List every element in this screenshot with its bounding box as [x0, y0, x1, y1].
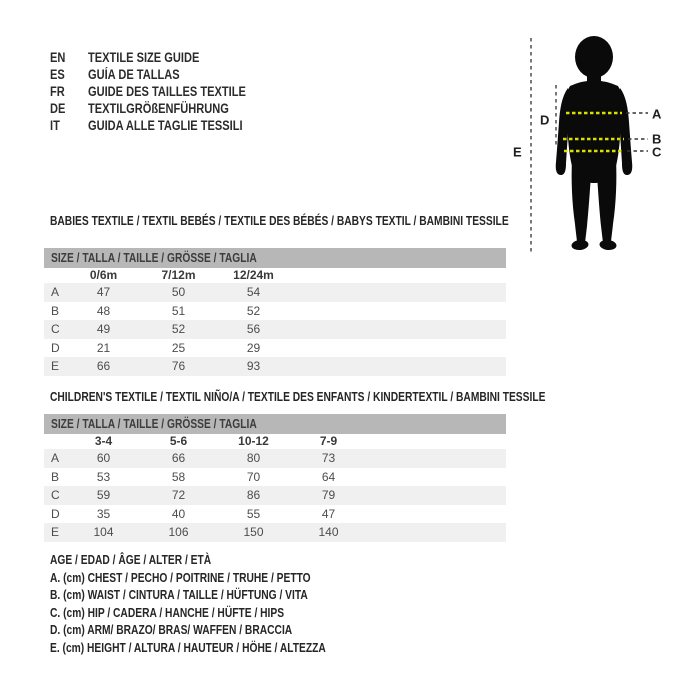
- babies-table-age-row: [44, 268, 506, 283]
- language-code: DE: [50, 101, 66, 116]
- age-column-header: 3-4: [94, 434, 113, 448]
- language-title: GUIDE DES TAILLES TEXTILE: [88, 84, 246, 99]
- babies-table-size-header: [44, 248, 506, 268]
- measure-value: 86: [246, 488, 261, 503]
- measure-value: 59: [96, 488, 111, 503]
- language-title: GUIDA ALLE TAGLIE TESSILI: [88, 118, 243, 133]
- children-table-size-header: [44, 414, 506, 434]
- legend-item-text: C. (cm) HIP / CADERA / HANCHE / HÜFTE / HIPS: [50, 605, 285, 620]
- babies-table: [44, 248, 506, 376]
- measurement-legend: [50, 552, 386, 658]
- measure-value: 25: [171, 340, 186, 355]
- legend-item-text: E. (cm) HEIGHT / ALTURA / HAUTEUR / HÖHE / ALTEZZA: [50, 640, 326, 655]
- measure-row-label: C: [51, 322, 60, 337]
- children-section-title-text: CHILDREN'S TEXTILE / TEXTIL NIÑO/A / TEXTILE DES ENFANTS / KINDERTEXTIL / BAMBINI TESSILE: [50, 390, 546, 404]
- measure-value: 70: [246, 469, 261, 484]
- table-row: [44, 505, 506, 524]
- language-row-de: [50, 100, 281, 117]
- measure-value: 106: [168, 525, 189, 540]
- age-column-header: 7-9: [319, 434, 338, 448]
- measure-value: 104: [93, 525, 114, 540]
- left-foot-shape: [571, 239, 589, 251]
- measure-value: 51: [171, 303, 186, 318]
- measure-value: 40: [171, 506, 186, 521]
- measure-value: 52: [246, 303, 261, 318]
- legend-item-text: B. (cm) WAIST / CINTURA / TAILLE / HÜFTUNG / VITA: [50, 588, 308, 603]
- language-title: TEXTILE SIZE GUIDE: [88, 50, 200, 65]
- measure-row-label: B: [51, 469, 60, 484]
- measure-row-label: B: [51, 303, 60, 318]
- legend-age-line: [50, 552, 386, 570]
- measure-value: 54: [246, 285, 261, 299]
- language-code: EN: [50, 50, 66, 65]
- babies-section-title-text: BABIES TEXTILE / TEXTIL BEBÉS / TEXTILE DES BÉBÉS / BABYS TEXTIL / BAMBINI TESSILE: [50, 214, 509, 228]
- figure-label-e: E: [513, 144, 522, 160]
- age-column-header: 0/6m: [89, 268, 118, 282]
- language-code: ES: [50, 67, 65, 82]
- measure-value: 93: [246, 359, 261, 374]
- figure-label-a: A: [652, 106, 662, 122]
- age-column-header: 12/24m: [233, 268, 274, 282]
- language-row-it: [50, 117, 281, 134]
- measure-value: 29: [246, 340, 261, 355]
- children-table-size-header-text: SIZE / TALLA / TAILLE / GRÖSSE / TAGLIA: [51, 417, 257, 431]
- language-title: GUÍA DE TALLAS: [88, 67, 180, 82]
- legend-item-chest: [50, 570, 386, 588]
- language-code: IT: [50, 118, 60, 133]
- measure-value: 50: [171, 285, 186, 299]
- measure-value: 79: [321, 488, 336, 503]
- legend-item-height: [50, 640, 386, 658]
- language-row-es: [50, 66, 281, 83]
- legend-item-text: A. (cm) CHEST / PECHO / POITRINE / TRUHE / PETTO: [50, 570, 311, 585]
- right-foot-shape: [599, 239, 617, 251]
- age-column-header: 5-6: [169, 434, 188, 448]
- table-row: [44, 357, 506, 376]
- measure-value: 76: [171, 359, 186, 374]
- table-row: [44, 468, 506, 487]
- measure-value: 35: [96, 506, 111, 521]
- measure-value: 80: [246, 451, 261, 465]
- language-row-en: [50, 49, 281, 66]
- measure-value: 49: [96, 322, 111, 337]
- figure-label-c: C: [652, 144, 662, 160]
- legend-age-text: AGE / EDAD / ÂGE / ALTER / ETÀ: [50, 553, 212, 567]
- measure-row-label: A: [51, 451, 60, 465]
- left-arm-shape: [556, 88, 570, 175]
- measure-row-label: D: [51, 506, 60, 521]
- measure-value: 52: [171, 322, 186, 337]
- table-row: [44, 302, 506, 321]
- babies-section-title: [50, 215, 609, 228]
- measure-value: 64: [321, 469, 336, 484]
- age-column-header: 7/12m: [161, 268, 196, 282]
- children-section-title: [50, 391, 654, 404]
- measure-value: 55: [246, 506, 261, 521]
- language-list: [50, 49, 281, 134]
- figure-label-b: B: [652, 131, 662, 147]
- measure-value: 53: [96, 469, 111, 484]
- measure-row-label: C: [51, 488, 60, 503]
- table-row: [44, 339, 506, 358]
- measure-value: 58: [171, 469, 186, 484]
- measure-value: 48: [96, 303, 111, 318]
- right-arm-shape: [618, 88, 632, 175]
- children-table: [44, 414, 506, 542]
- table-row: [44, 486, 506, 505]
- language-title: TEXTILGRÖßENFÜHRUNG: [88, 101, 229, 116]
- measure-value: 72: [171, 488, 186, 503]
- legend-item-arm: [50, 622, 386, 640]
- language-code: FR: [50, 84, 65, 99]
- table-row: [44, 449, 506, 468]
- measure-value: 66: [96, 359, 111, 374]
- measure-value: 60: [96, 451, 111, 465]
- measure-value: 56: [246, 322, 261, 337]
- measure-value: 47: [321, 506, 336, 521]
- table-row: [44, 523, 506, 542]
- table-row: [44, 320, 506, 339]
- legend-item-hip: [50, 605, 386, 623]
- left-leg-shape: [572, 160, 593, 247]
- babies-table-size-header-text: SIZE / TALLA / TAILLE / GRÖSSE / TAGLIA: [51, 251, 257, 265]
- measure-row-label: D: [51, 340, 60, 355]
- measure-value: 47: [96, 285, 111, 299]
- legend-item-text: D. (cm) ARM/ BRAZO/ BRAS/ WAFFEN / BRACCIA: [50, 623, 293, 638]
- measure-row-label: E: [51, 525, 60, 540]
- right-leg-shape: [595, 160, 616, 247]
- measure-row-label: E: [51, 359, 60, 374]
- table-row: [44, 283, 506, 302]
- age-column-header: 10-12: [238, 434, 269, 448]
- measure-value: 150: [243, 525, 264, 540]
- legend-item-waist: [50, 587, 386, 605]
- measure-value: 21: [96, 340, 111, 355]
- figure-label-d: D: [540, 112, 550, 128]
- measure-value: 66: [171, 451, 186, 465]
- language-row-fr: [50, 83, 281, 100]
- measure-row-label: A: [51, 285, 60, 299]
- children-table-age-row: [44, 434, 506, 449]
- measure-value: 140: [318, 525, 339, 540]
- measure-value: 73: [321, 451, 336, 465]
